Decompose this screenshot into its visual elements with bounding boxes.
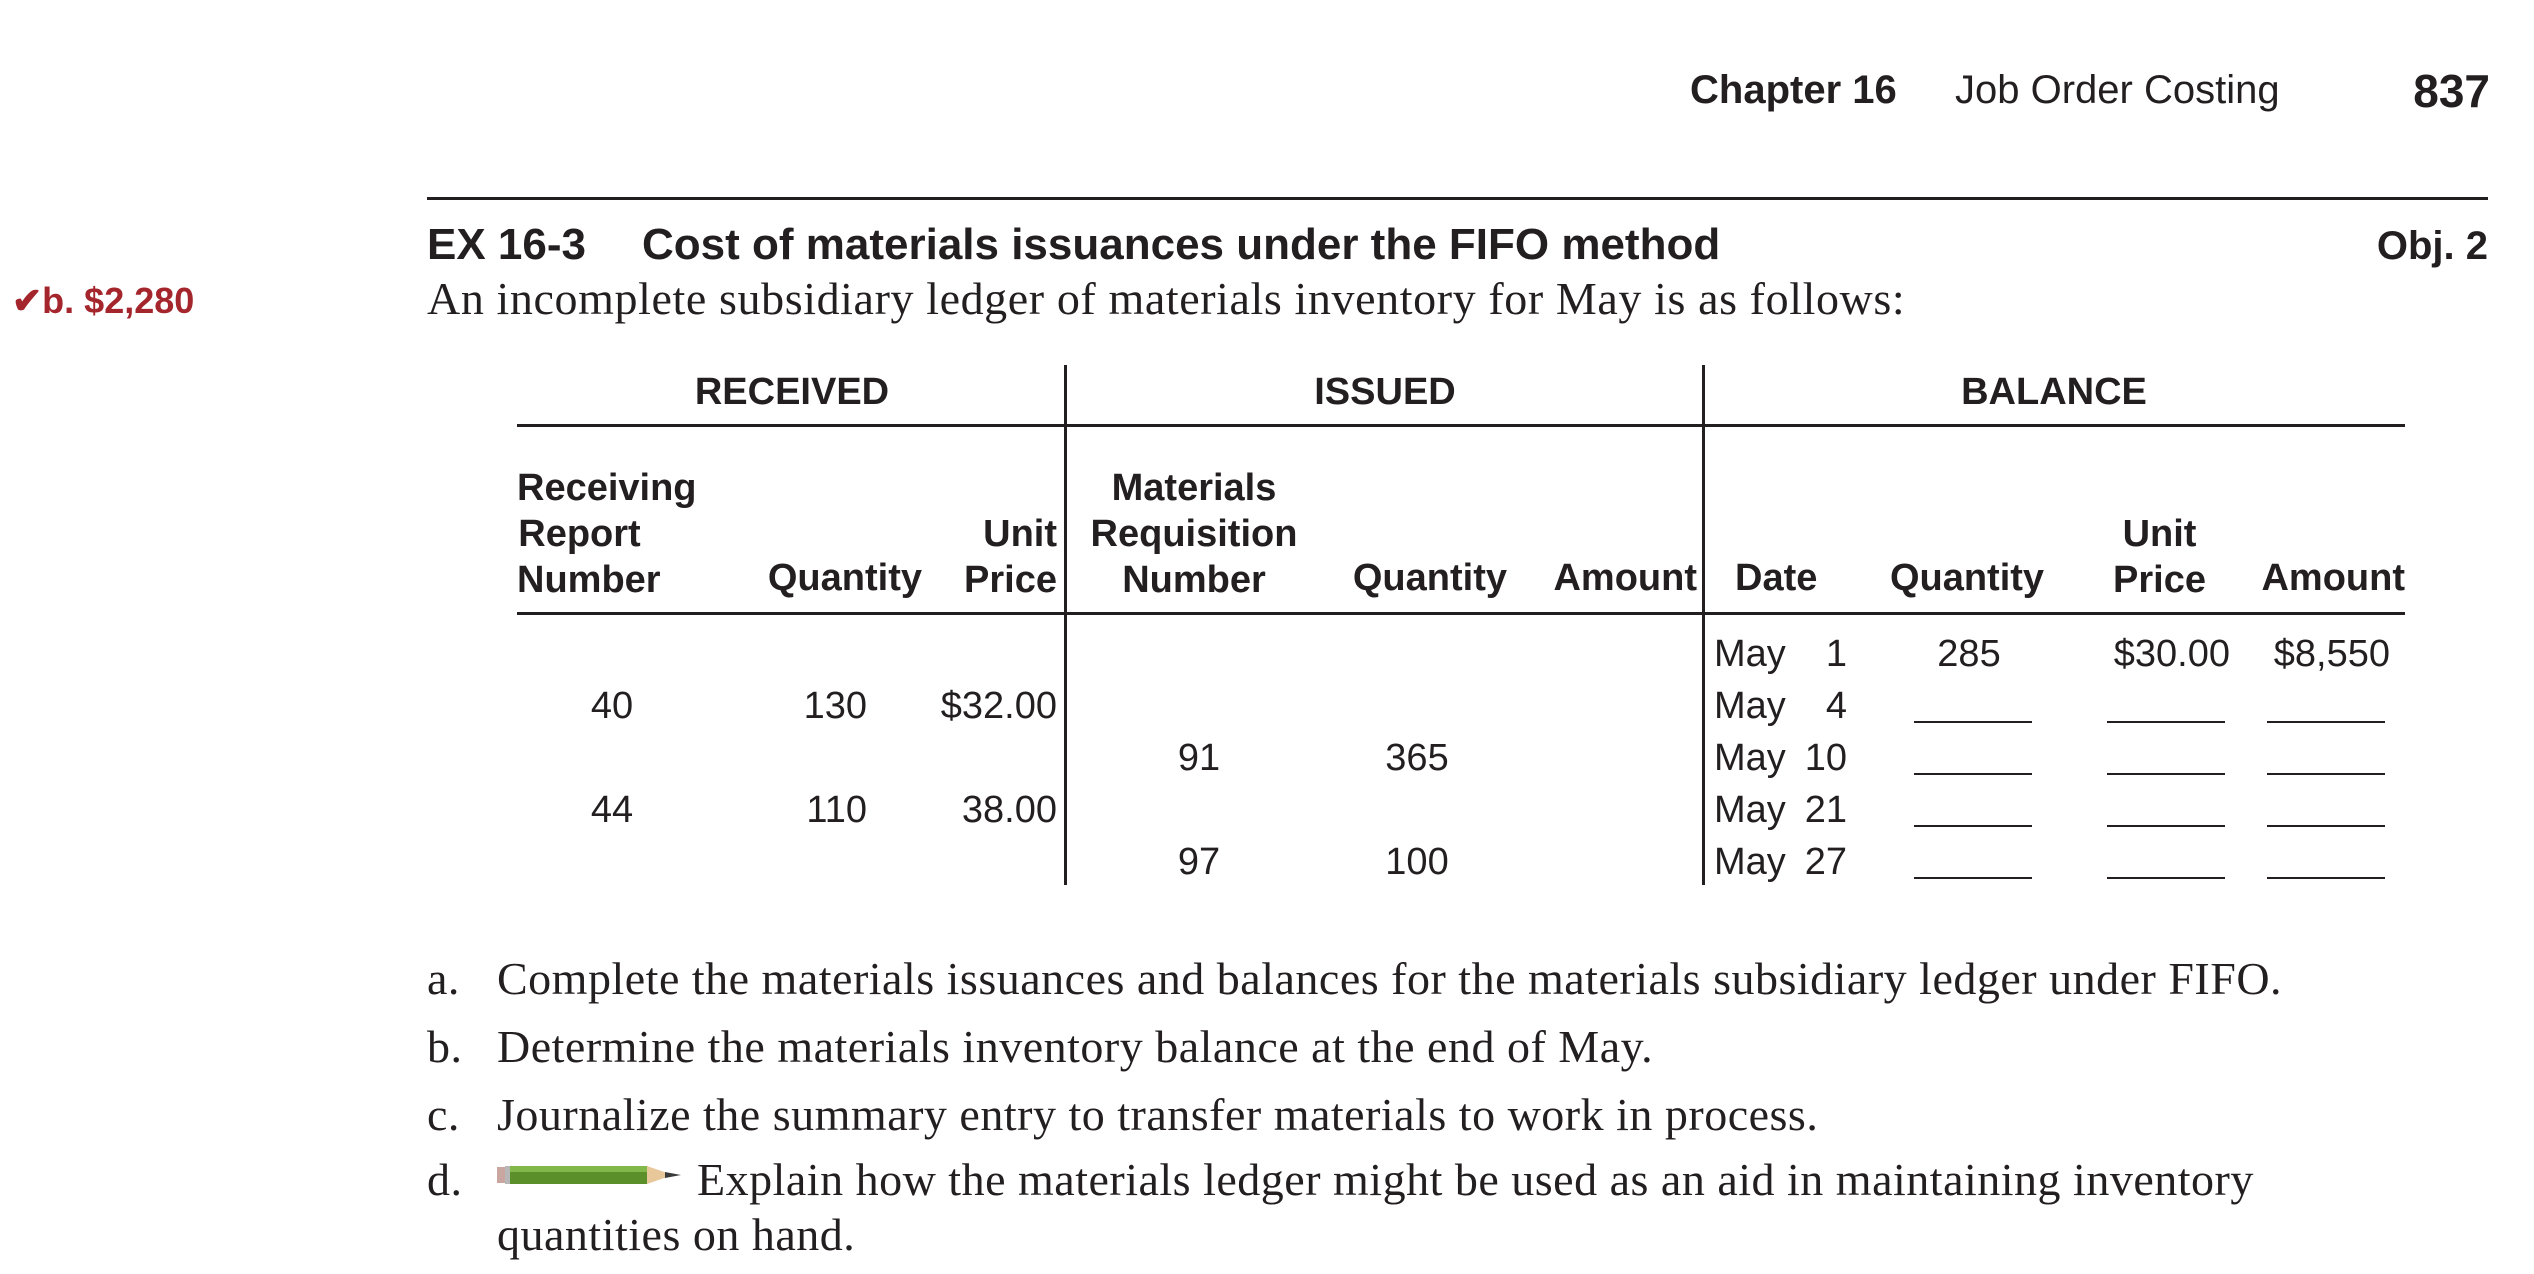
received-quantity: 110 — [806, 789, 867, 831]
blank-balance-quantity — [1914, 877, 2032, 879]
received-unit-price: 38.00 — [961, 789, 1057, 831]
header-line: Number — [1122, 559, 1266, 601]
header-line: Unit — [2122, 513, 2197, 555]
check-mark-icon: ✔ — [12, 280, 43, 321]
group-header-rule — [517, 424, 2405, 427]
blank-balance-quantity — [1914, 825, 2032, 827]
blank-balance-quantity — [1914, 721, 2032, 723]
question-letter: a. — [427, 953, 460, 1004]
page-number: 837 — [2413, 65, 2490, 117]
blank-balance-unit-price — [2107, 825, 2225, 827]
check-answer-text: b. $2,280 — [42, 280, 195, 321]
date-day: 1 — [1825, 633, 1847, 675]
header-line: Price — [964, 559, 1057, 601]
header-line: Unit — [983, 513, 1057, 555]
exercise-number: EX 16-3 — [427, 220, 586, 269]
materials-requisition-number: 91 — [1177, 737, 1221, 779]
blank-balance-amount — [2267, 825, 2385, 827]
col-header-received-unit-price — [937, 511, 1057, 603]
col-header-issued-quantity: Quantity — [1352, 557, 1507, 599]
question-d-continuation: quantities on hand. — [497, 1209, 856, 1260]
question-text: Complete the materials issuances and balances for the materials subsidiary ledger under FIFO. — [497, 953, 2283, 1004]
question-a — [427, 952, 2282, 1005]
col-header-balance-unit-price — [2097, 511, 2222, 603]
blank-balance-amount — [2267, 877, 2385, 879]
question-letter: d. — [427, 1154, 463, 1205]
exercise-title: Cost of materials issuances under the FIFO method — [642, 220, 1721, 269]
received-unit-price: $32.00 — [940, 685, 1057, 727]
issued-quantity: 100 — [1385, 841, 1449, 883]
col-header-date: Date — [1735, 557, 1818, 599]
question-d — [427, 1153, 2254, 1206]
col-header-receiving-report-number — [517, 465, 697, 603]
date-day: 21 — [1804, 789, 1847, 831]
receiving-report-number: 40 — [590, 685, 634, 727]
question-text: Determine the materials inventory balance at the end of May. — [497, 1021, 1654, 1072]
header-line: Price — [2113, 559, 2206, 601]
objective-label: Obj. 2 — [2376, 224, 2488, 268]
question-c — [427, 1088, 1818, 1141]
received-issued-divider — [1064, 365, 1067, 885]
materials-ledger-table — [517, 365, 2405, 885]
balance-quantity: 285 — [1937, 633, 2001, 675]
balance-amount: $8,550 — [2273, 633, 2390, 675]
col-header-received-quantity: Quantity — [767, 557, 922, 599]
col-header-materials-requisition-number — [1079, 465, 1309, 603]
header-divider — [427, 197, 2488, 200]
materials-requisition-number: 97 — [1177, 841, 1221, 883]
group-header-issued: ISSUED — [1314, 371, 1456, 413]
received-quantity: 130 — [803, 685, 867, 727]
col-header-balance-quantity: Quantity — [1889, 557, 2045, 599]
receiving-report-number: 44 — [590, 789, 634, 831]
question-text: Explain how the materials ledger might be used as an aid in maintaining inventory — [697, 1154, 2254, 1205]
blank-balance-unit-price — [2107, 773, 2225, 775]
date-day: 4 — [1825, 685, 1847, 727]
date-month: May — [1714, 737, 1786, 779]
date-month: May — [1714, 633, 1786, 675]
date-month: May — [1714, 789, 1786, 831]
blank-balance-quantity — [1914, 773, 2032, 775]
date-day: 10 — [1804, 737, 1847, 779]
header-line: Materials — [1111, 467, 1277, 509]
exercise-intro: An incomplete subsidiary ledger of materials inventory for May is as follows: — [427, 273, 1906, 324]
blank-balance-unit-price — [2107, 877, 2225, 879]
question-letter: c. — [427, 1089, 460, 1140]
date-month: May — [1714, 685, 1786, 727]
date-month: May — [1714, 841, 1786, 883]
question-text: Journalize the summary entry to transfer materials to work in process. — [497, 1089, 1819, 1140]
question-letter: b. — [427, 1021, 463, 1072]
blank-balance-amount — [2267, 721, 2385, 723]
blank-balance-amount — [2267, 773, 2385, 775]
header-line: Number — [517, 559, 661, 601]
column-header-rule — [517, 612, 2405, 615]
header-line: Requisition — [1090, 513, 1298, 555]
header-line: Receiving — [517, 467, 697, 509]
balance-unit-price: $30.00 — [2113, 633, 2230, 675]
header-line: Report — [518, 513, 641, 555]
issued-balance-divider — [1702, 365, 1705, 885]
pencil-icon — [497, 1162, 681, 1188]
issued-quantity: 365 — [1385, 737, 1449, 779]
margin-check-answer — [12, 280, 194, 322]
question-b — [427, 1020, 1653, 1073]
col-header-balance-amount: Amount — [2261, 557, 2405, 599]
chapter-label: Chapter 16 — [1690, 68, 1897, 112]
date-day: 27 — [1804, 841, 1847, 883]
group-header-balance: BALANCE — [1961, 371, 2147, 413]
col-header-issued-amount: Amount — [1553, 557, 1697, 599]
chapter-title: Job Order Costing — [1955, 68, 2280, 112]
running-header — [1690, 65, 2490, 128]
blank-balance-unit-price — [2107, 721, 2225, 723]
group-header-received: RECEIVED — [694, 371, 890, 413]
